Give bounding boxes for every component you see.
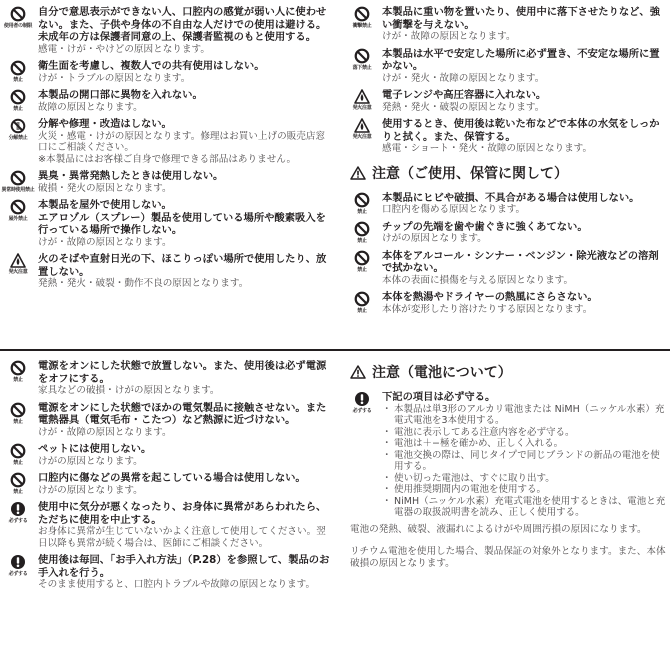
warning-text: [382, 6, 666, 43]
warning-text: [38, 402, 330, 439]
warning-text: [38, 472, 330, 496]
battery-rule-list: [382, 404, 666, 519]
caution-triangle-icon: [350, 166, 366, 180]
warning-text: [38, 554, 330, 591]
warning-item: [6, 118, 330, 165]
warning-text: [38, 6, 330, 55]
prohibit-icon: [3, 6, 33, 29]
warning-body: 破損・発火の原因となります。: [38, 182, 172, 194]
icon-caption: 禁止: [13, 460, 23, 466]
warning-title: 本体を熱湯やドライヤーの熱風にさらさない。: [382, 291, 598, 303]
icon-caption: 禁止: [13, 489, 23, 495]
warning-body: 故障の原因となります。: [38, 101, 143, 113]
warning-title: 電源をオンにした状態でほかの電気製品に接触させない。また電熱器具（電気毛布・こたつ）など熱源に近づけない。: [38, 401, 327, 426]
warning-item: [6, 253, 330, 290]
icon-caption: 禁止: [357, 208, 367, 215]
battery-item: [350, 391, 666, 519]
warning-text: [38, 501, 330, 549]
warning-item: [350, 118, 666, 155]
warning-body: 感電・ショート・発火・故障の原因となります。: [382, 143, 593, 154]
caution-triangle-icon: [350, 365, 366, 379]
warning-body: けがの原因となります。: [382, 233, 487, 244]
warning-item: [6, 554, 330, 591]
icon-caption: 発火注意: [8, 269, 28, 275]
mandatory-icon: [6, 501, 30, 524]
caution-use-heading: [350, 163, 666, 183]
warning-title: 衛生面を考慮し、複数人での共有使用はしない。: [38, 60, 265, 72]
battery-rule: ・ 電池は＋−極を確かめ、正しく入れる。: [394, 438, 666, 450]
battery-rule: ・ NiMH（ニッケル水素）充電式電池を使用するときは、電池と充電器の取扱説明書を読み、正しく使用する。: [394, 496, 666, 519]
warning-text: [38, 170, 330, 194]
warning-text: [38, 89, 330, 113]
warning-text: [38, 360, 330, 397]
icon-caption: 落下禁止: [352, 64, 372, 71]
warning-column-top-left: [1, 6, 330, 295]
prohibit-icon: [350, 221, 374, 244]
warning-body: けが・故障の原因となります。: [382, 31, 516, 42]
icon-caption: 使用者の制限: [3, 23, 33, 29]
icon-caption: 異常時使用禁止: [1, 187, 35, 193]
warning-title: チップの先端を歯や歯ぐきに強くあてない。: [382, 220, 588, 233]
mandatory-icon: [350, 391, 374, 414]
warning-body: けが・故障の原因となります。: [38, 426, 172, 438]
prohibit-icon: [1, 170, 35, 193]
warning-text: [382, 118, 666, 155]
warning-item: [6, 89, 330, 113]
warning-item: [6, 360, 330, 397]
battery-heading: [350, 362, 666, 382]
warning-title: 電源をオンにした状態で放置しない。また、使用後は必ず電源をオフにする。: [38, 360, 327, 385]
icon-caption: 必ずする: [8, 571, 28, 577]
warning-title: 本製品に重い物を置いたり、使用中に落下させたりなど、強い衝撃を与えない。: [382, 6, 661, 31]
warning-item: [6, 443, 330, 467]
prohibit-icon: [350, 291, 374, 314]
prohibit-icon: [6, 472, 30, 495]
battery-rule-title: 下記の項目は必ず守る。: [382, 391, 496, 403]
warning-body: けが・発火・故障の原因となります。: [382, 72, 545, 84]
warning-item: [350, 192, 666, 216]
warning-title: ペットには使用しない。: [38, 443, 152, 455]
section-divider: [0, 349, 670, 351]
warning-item: [3, 6, 330, 55]
prohibit-icon: [6, 360, 30, 383]
icon-caption: 必ずする: [8, 518, 28, 524]
icon-caption: 禁止: [357, 308, 367, 314]
prohibit-icon: [350, 48, 374, 71]
warning-title: 分解や修理・改造はしない。: [38, 118, 172, 130]
warning-body: けが・トラブルの原因となります。: [38, 72, 191, 84]
warning-body: 本体の表面に損傷を与える原因となります。: [382, 274, 574, 286]
section-title: 注意（ご使用、保管に関して）: [372, 165, 568, 182]
prohibit-icon: [6, 89, 30, 112]
warning-body: けが・故障の原因となります。: [38, 236, 172, 248]
warning-item: [6, 472, 330, 496]
icon-caption: 禁止: [13, 377, 23, 383]
warning-item: [350, 221, 666, 245]
warning-text: [382, 250, 666, 287]
warning-text: [382, 291, 666, 315]
warning-text: [38, 60, 330, 84]
icon-caption: 発火注意: [352, 134, 372, 140]
section-title: 注意（電池について）: [372, 365, 512, 381]
battery-rule: ・ 電池に表示してある注意内容を必ず守る。: [394, 427, 666, 439]
battery-rule: ・ 電池交換の際は、同じタイプで同じブランドの新品の電池を使用する。: [394, 450, 666, 473]
warning-body: けがの原因となります。: [38, 484, 143, 496]
warning-column-bottom-left: [6, 360, 330, 596]
warning-item: [6, 199, 330, 248]
warning-title: 自分で意思表示ができない人、口腔内の感覚が弱い人に使わせない。また、子供や身体の不自由な人だけでの使用は避ける。未成年の方は保護者同意の上、保護者監視のもと使用する。: [38, 6, 327, 43]
battery-rule: ・ 使い切った電池は、すぐに取り出す。: [394, 473, 666, 485]
warning-text: [382, 89, 666, 113]
warning-body: 発熱・発火・破裂・動作不良の原因となります。: [38, 278, 249, 289]
warning-title: 本製品を屋外で使用しない。 エアロゾル（スプレー）製品を使用している場所や酸素吸入を行っている場所で操作しない。: [38, 199, 326, 236]
warning-item: [350, 6, 666, 43]
warning-title: 電子レンジや高圧容器に入れない。: [382, 89, 547, 101]
warning-column-top-right: [350, 6, 666, 320]
warning-title: 口腔内に傷などの異常を起こしている場合は使用しない。: [38, 472, 306, 484]
warning-title: 本製品は水平で安定した場所に必ず置き、不安定な場所に置かない。: [382, 47, 660, 72]
prohibit-icon: [6, 60, 30, 83]
prohibit-icon: [350, 192, 374, 215]
icon-caption: 禁止: [13, 418, 23, 425]
warning-item: [350, 250, 666, 287]
warning-body: 家具などの破損・けがの原因となります。: [38, 385, 220, 396]
fire-warning-icon: [350, 89, 374, 111]
icon-caption: 分解禁止: [8, 135, 28, 141]
warning-body: お身体に異常が生じていないかよく注意して使用してください。翌日以降も異常が続く場合は、医師にご相談ください。: [38, 526, 326, 549]
warning-title: 本体をアルコール・シンナー・ベンジン・除光液などの溶剤で拭かない。: [382, 249, 659, 274]
prohibit-icon: [350, 250, 374, 273]
icon-caption: 衝撃禁止: [352, 23, 372, 29]
warning-title: 本製品にヒビや破損、不具合がある場合は使用しない。: [382, 191, 640, 204]
warning-text: [38, 118, 330, 165]
battery-text: [382, 391, 666, 519]
warning-item: [1, 170, 330, 194]
warning-item: [6, 402, 330, 439]
warning-body: そのまま使用すると、口腔内トラブルや故障の原因となります。: [38, 579, 316, 590]
warning-text: [382, 221, 666, 245]
mandatory-icon: [6, 554, 30, 577]
icon-caption: 禁止: [13, 77, 23, 83]
warning-title: 使用するとき、使用後は乾いた布などで本体の水気をしっかりと拭く。また、保管する。: [382, 118, 660, 143]
warning-item: [6, 60, 330, 84]
warning-title: 使用後は毎回、「お手入れ方法」（P.28）を参照して、製品のお手入れを行う。: [38, 554, 330, 579]
warning-item: [350, 291, 666, 315]
warning-body: 感電・けが・やけどの原因となります。: [38, 43, 210, 55]
icon-caption: 禁止: [357, 266, 367, 273]
warning-body: 本体が変形したり溶けたりする原因となります。: [382, 303, 593, 315]
battery-rule: ・ 本製品は単3形のアルカリ電池または NiMH（ニッケル水素）充電式電池を3本使用する。: [394, 404, 666, 427]
prohibit-icon: [6, 402, 30, 425]
warning-body: 口腔内を傷める原因となります。: [382, 204, 526, 215]
warning-item: [6, 501, 330, 549]
warning-text: [382, 48, 666, 85]
warning-item: [350, 89, 666, 113]
icon-caption: 禁止: [357, 237, 367, 244]
lithium-note: リチウム電池を使用した場合、製品保証の対象外となります。また、本体破損の原因となります。: [350, 546, 666, 569]
battery-rule: ・ 使用推奨期間内の電池を使用する。: [394, 484, 666, 496]
battery-consequence: 電池の発熱、破裂、液漏れによるけがや周囲汚損の原因になります。: [350, 523, 647, 535]
fire-warning-icon: [6, 253, 30, 275]
warning-body: 火災・感電・けがの原因となります。修理はお買い上げの販売店窓口にご相談ください。 ※本製品にはお客様ご自身で修理できる部品はありません。: [38, 130, 326, 165]
icon-caption: 屋外禁止: [8, 216, 28, 222]
icon-caption: 禁止: [13, 106, 23, 112]
warning-text: [382, 192, 666, 216]
prohibit-icon: [6, 443, 30, 466]
warning-title: 異臭・異常発熱したときは使用しない。: [38, 170, 224, 182]
fire-warning-icon: [350, 118, 374, 140]
icon-caption: 発火注意: [352, 105, 372, 111]
warning-title: 火のそばや直射日光の下、ほこりっぽい場所で使用したり、放置しない。: [38, 253, 327, 278]
warning-item: [350, 48, 666, 85]
prohibit-icon: [350, 6, 374, 29]
battery-column: [350, 356, 666, 569]
icon-caption: 必ずする: [352, 408, 372, 414]
warning-body: 発熱・発火・破裂の原因となります。: [382, 101, 545, 113]
warning-text: [38, 199, 330, 248]
no-disassembly-icon: [6, 118, 30, 141]
warning-text: [38, 443, 330, 467]
warning-title: 本製品の開口部に異物を入れない。: [38, 89, 203, 101]
prohibit-icon: [6, 199, 30, 222]
warning-title: 使用中に気分が悪くなったり、お身体に異常があらわれたら、ただちに使用を中止する。: [38, 501, 327, 526]
warning-body: けがの原因となります。: [38, 455, 143, 467]
warning-text: [38, 253, 330, 290]
